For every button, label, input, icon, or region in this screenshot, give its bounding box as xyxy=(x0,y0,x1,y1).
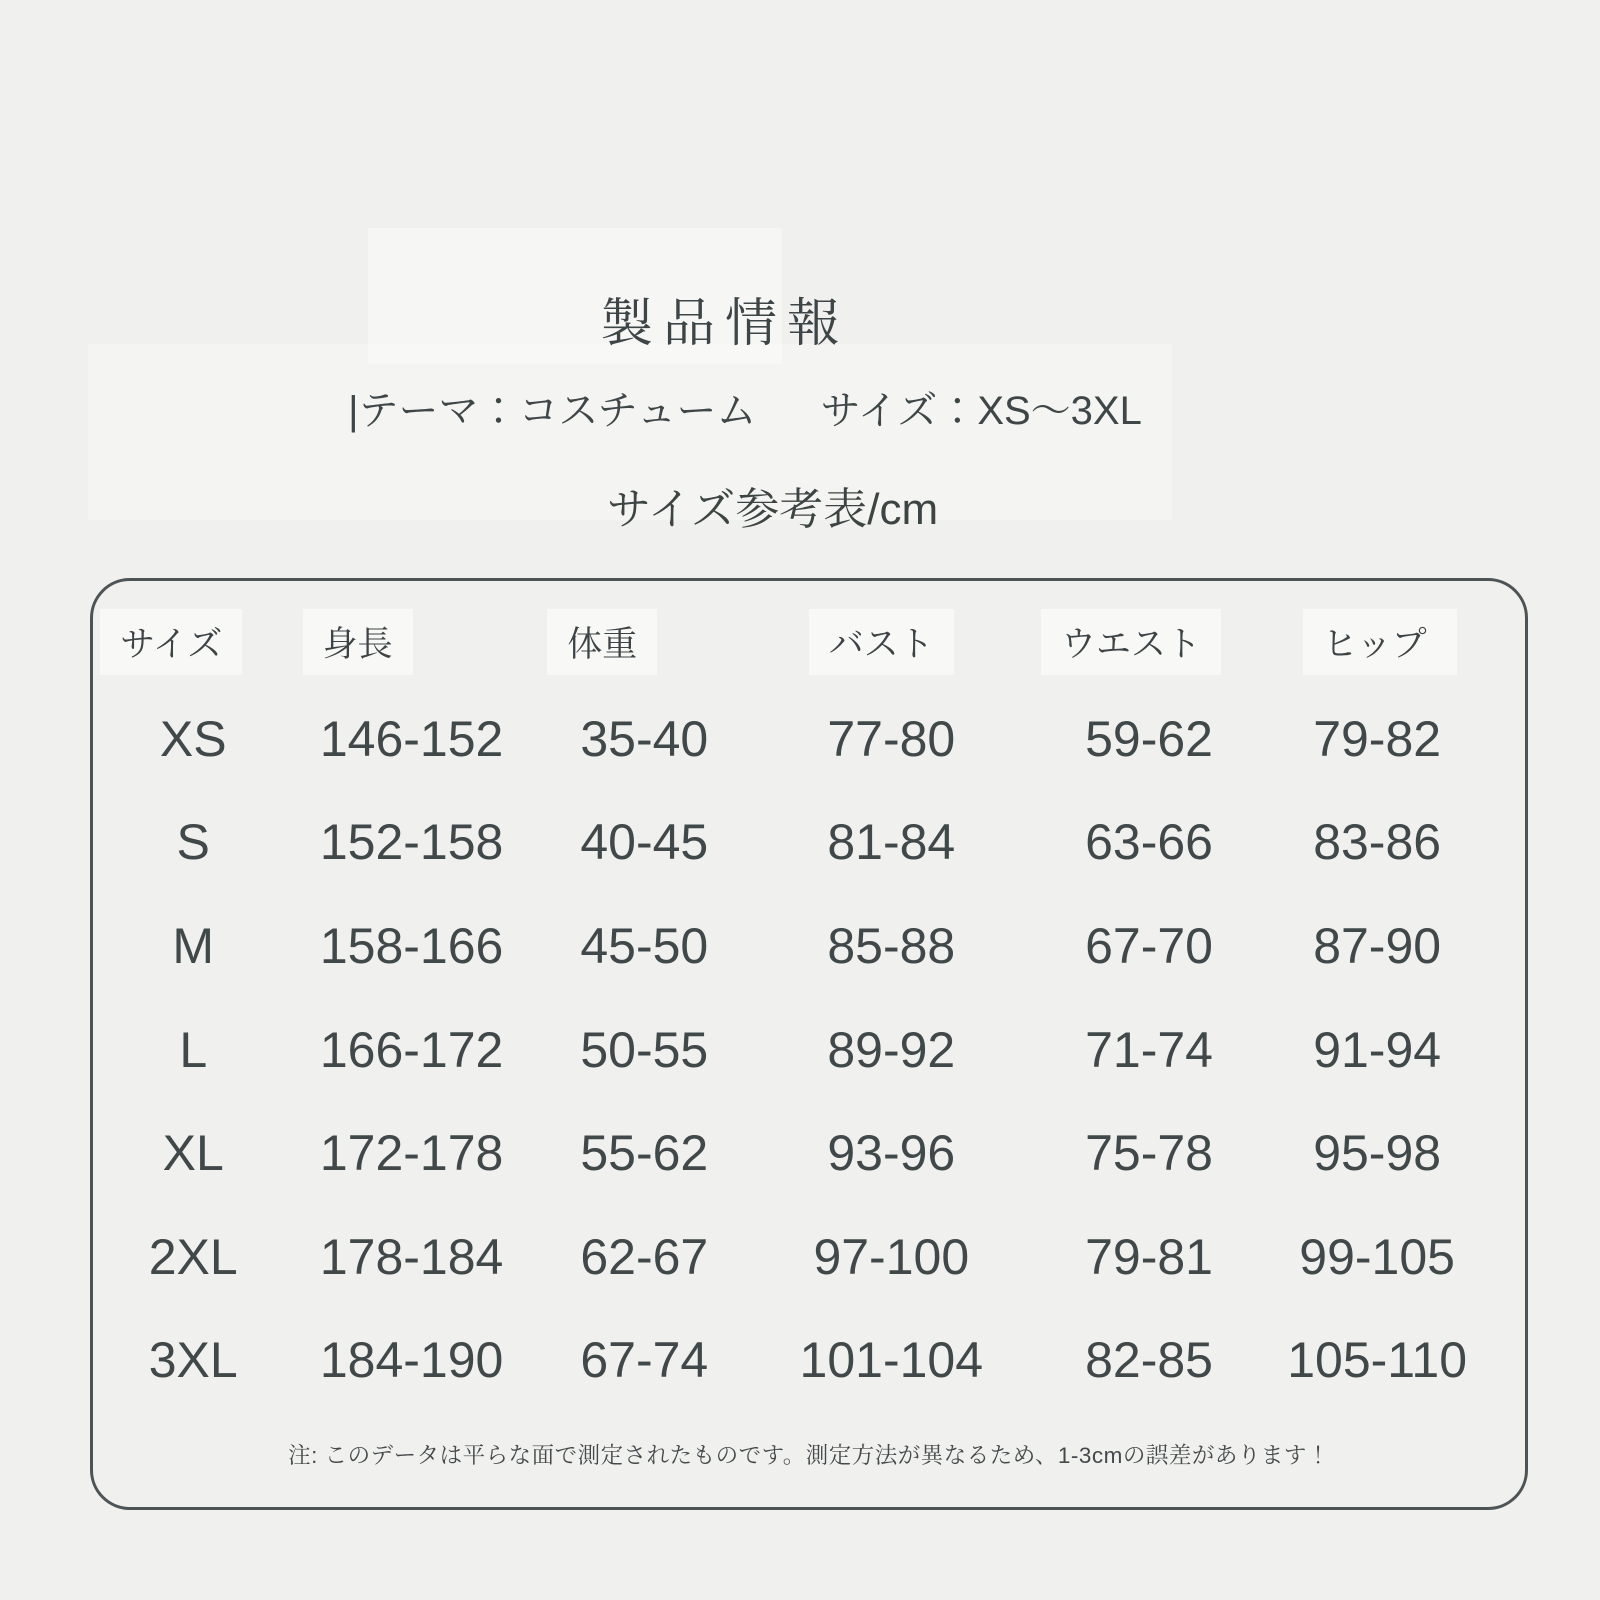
cell-weight: 55-62 xyxy=(580,1125,709,1182)
table-body xyxy=(93,687,1525,1412)
header-cell-bust xyxy=(759,609,1024,675)
cell-weight: 40-45 xyxy=(580,814,709,871)
cell-waist: 59-62 xyxy=(1085,710,1213,767)
header-label: バスト xyxy=(809,609,954,675)
cell-hip: 95-98 xyxy=(1313,1125,1442,1182)
cell-height: 172-178 xyxy=(319,1125,504,1182)
product-subtitle xyxy=(0,388,1490,434)
cell-height: 152-158 xyxy=(319,814,504,871)
cell-hip: 83-86 xyxy=(1313,814,1442,871)
header-cell-hip xyxy=(1274,609,1525,675)
cell-hip: 87-90 xyxy=(1313,917,1442,974)
size-reference-table xyxy=(90,578,1528,1510)
cell-height: 158-166 xyxy=(319,917,504,974)
cell-height: 184-190 xyxy=(319,1332,504,1389)
cell-hip: 99-105 xyxy=(1299,1228,1455,1285)
cell-waist: 71-74 xyxy=(1085,1021,1213,1078)
cell-height: 166-172 xyxy=(319,1021,504,1078)
table-row-l xyxy=(93,998,1525,1102)
cell-waist: 82-85 xyxy=(1085,1332,1213,1389)
header-cell-weight xyxy=(530,609,759,675)
cell-size: XL xyxy=(162,1125,224,1182)
header-cell-size xyxy=(93,609,293,675)
table-row-3xl xyxy=(93,1308,1525,1412)
cell-weight: 45-50 xyxy=(580,917,709,974)
cell-hip: 91-94 xyxy=(1313,1021,1442,1078)
cell-bust: 89-92 xyxy=(827,1021,956,1078)
table-row-xs xyxy=(93,687,1525,791)
cell-waist: 79-81 xyxy=(1085,1228,1213,1285)
cell-bust: 101-104 xyxy=(799,1332,984,1389)
cell-size: L xyxy=(179,1021,208,1078)
table-row-2xl xyxy=(93,1205,1525,1309)
table-row-s xyxy=(93,791,1525,895)
size-table-title: サイズ参考表/cm xyxy=(606,485,939,534)
cell-waist: 67-70 xyxy=(1085,917,1213,974)
cell-waist: 63-66 xyxy=(1085,814,1213,871)
cell-size: S xyxy=(176,814,210,871)
header-label: 体重 xyxy=(547,609,657,675)
cell-bust: 93-96 xyxy=(827,1125,956,1182)
header-label: ヒップ xyxy=(1303,609,1457,675)
cell-height: 178-184 xyxy=(319,1228,504,1285)
header-label: ウエスト xyxy=(1041,609,1221,675)
cell-waist: 75-78 xyxy=(1085,1125,1213,1182)
cell-height: 146-152 xyxy=(319,710,504,767)
header-label: サイズ xyxy=(100,609,242,675)
cell-bust: 97-100 xyxy=(813,1228,970,1285)
cell-weight: 62-67 xyxy=(580,1228,709,1285)
header-cell-height xyxy=(293,609,529,675)
cell-weight: 67-74 xyxy=(580,1332,709,1389)
measurement-note: 注: このデータは平らな面で測定されたものです。測定方法が異なるため、1-3cmの誤差があります！ xyxy=(288,1443,1330,1468)
cell-weight: 50-55 xyxy=(580,1021,709,1078)
cell-hip: 105-110 xyxy=(1287,1332,1468,1389)
header-cell-waist xyxy=(1024,609,1275,675)
table-footer xyxy=(93,1412,1525,1507)
theme-label: |テーマ：コスチューム xyxy=(348,389,757,433)
cell-size: 2XL xyxy=(148,1228,238,1285)
cell-bust: 85-88 xyxy=(827,917,956,974)
cell-bust: 81-84 xyxy=(827,814,956,871)
table-header-row xyxy=(93,581,1525,687)
table-row-xl xyxy=(93,1101,1525,1205)
cell-size: M xyxy=(172,917,215,974)
cell-weight: 35-40 xyxy=(580,710,709,767)
header-label: 身長 xyxy=(303,609,413,675)
cell-hip: 79-82 xyxy=(1313,710,1442,767)
size-range-label: サイズ：XS〜3XL xyxy=(820,389,1142,433)
table-row-m xyxy=(93,894,1525,998)
page-title: 製品情報 xyxy=(600,295,849,353)
cell-size: 3XL xyxy=(148,1332,238,1389)
cell-bust: 77-80 xyxy=(827,710,956,767)
cell-size: XS xyxy=(159,710,227,767)
